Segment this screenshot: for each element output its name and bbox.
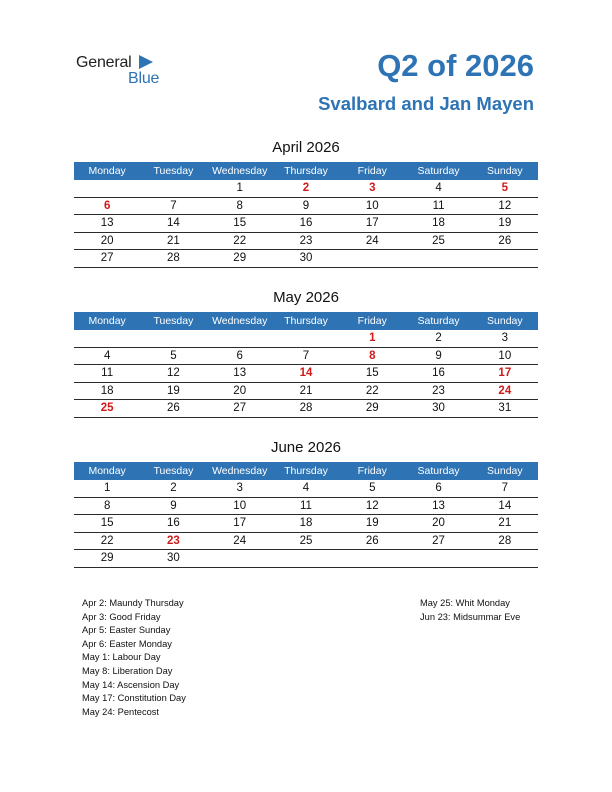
date-cell: 28 bbox=[498, 534, 512, 547]
date-cell: 10 bbox=[365, 199, 379, 212]
date-cell bbox=[140, 330, 206, 347]
calendar-grid bbox=[74, 162, 538, 268]
date-cell: 27 bbox=[100, 252, 114, 264]
month-calendar-june bbox=[74, 438, 538, 564]
weekday-header: Sunday bbox=[487, 165, 523, 177]
weekday-header: Wednesday bbox=[212, 315, 268, 327]
holiday-date-cell: 5 bbox=[501, 182, 509, 194]
date-cell: 24 bbox=[365, 234, 379, 247]
date-cell: 4 bbox=[302, 482, 310, 494]
date-cell: 22 bbox=[100, 534, 114, 547]
date-cell: 13 bbox=[100, 217, 114, 229]
weekday-header: Monday bbox=[88, 465, 126, 477]
holiday-item: Apr 6: Easter Monday bbox=[82, 638, 172, 649]
date-cell: 31 bbox=[498, 402, 512, 414]
weekday-header: Tuesday bbox=[153, 315, 194, 327]
month-calendar-april bbox=[74, 138, 538, 264]
date-cell: 4 bbox=[103, 349, 111, 362]
date-cell: 3 bbox=[236, 482, 243, 494]
holiday-date-cell: 8 bbox=[369, 349, 376, 362]
weekday-header: Friday bbox=[357, 315, 387, 327]
date-cell: 15 bbox=[100, 517, 114, 529]
month-calendar-may bbox=[74, 288, 538, 414]
weekday-header: Thursday bbox=[284, 165, 328, 177]
date-cell: 30 bbox=[432, 402, 445, 414]
date-cell: 21 bbox=[498, 517, 512, 529]
date-cell: 6 bbox=[236, 349, 243, 362]
date-cell bbox=[207, 550, 273, 567]
date-cell: 14 bbox=[498, 499, 512, 512]
week-row bbox=[74, 383, 538, 401]
date-cell bbox=[74, 330, 140, 347]
date-cell bbox=[140, 180, 206, 197]
week-row bbox=[74, 480, 538, 498]
date-cell: 23 bbox=[432, 384, 445, 397]
month-title: June 2026 bbox=[270, 439, 342, 456]
week-row bbox=[74, 250, 538, 268]
week-row bbox=[74, 233, 538, 251]
date-cell: 16 bbox=[167, 517, 180, 529]
date-cell bbox=[472, 550, 538, 567]
date-cell: 25 bbox=[299, 534, 313, 547]
weekday-header: Friday bbox=[357, 165, 387, 177]
weekday-header: Thursday bbox=[284, 465, 328, 477]
date-cell: 26 bbox=[498, 234, 512, 247]
holiday-item: May 1: Labour Day bbox=[82, 652, 161, 663]
page-subtitle: Svalbard and Jan Mayen bbox=[318, 93, 534, 114]
weekday-header-row bbox=[74, 462, 538, 480]
date-cell: 27 bbox=[233, 402, 247, 414]
date-cell bbox=[207, 330, 273, 347]
holiday-date-cell: 3 bbox=[369, 182, 376, 194]
date-cell: 17 bbox=[365, 217, 379, 229]
date-cell: 22 bbox=[233, 234, 247, 247]
date-cell: 20 bbox=[432, 517, 445, 529]
week-row bbox=[74, 198, 538, 216]
date-cell: 14 bbox=[167, 217, 180, 229]
date-cell: 1 bbox=[236, 182, 243, 194]
date-cell: 7 bbox=[302, 349, 310, 362]
weekday-header: Sunday bbox=[487, 465, 523, 477]
weekday-header: Wednesday bbox=[212, 165, 268, 177]
month-title: May 2026 bbox=[273, 289, 339, 306]
date-cell: 28 bbox=[299, 402, 313, 414]
logo-text-blue: Blue bbox=[128, 70, 160, 87]
logo-text-general: General bbox=[76, 54, 132, 71]
weekday-header: Wednesday bbox=[212, 465, 268, 477]
date-cell: 18 bbox=[432, 217, 445, 229]
date-cell: 2 bbox=[435, 332, 442, 344]
weekday-header-row bbox=[74, 312, 538, 330]
date-cell: 22 bbox=[365, 384, 379, 397]
date-cell: 5 bbox=[170, 349, 177, 362]
date-cell bbox=[472, 250, 538, 267]
date-cell: 15 bbox=[365, 367, 379, 379]
holiday-item: May 17: Constitution Day bbox=[82, 693, 186, 704]
date-cell: 19 bbox=[365, 517, 379, 529]
date-cell: 19 bbox=[167, 384, 180, 397]
holiday-item: May 24: Pentecost bbox=[82, 706, 159, 717]
weekday-header: Saturday bbox=[417, 165, 460, 177]
date-cell: 15 bbox=[233, 217, 247, 229]
date-cell bbox=[74, 180, 140, 197]
date-cell: 17 bbox=[233, 517, 247, 529]
date-cell: 18 bbox=[299, 517, 313, 529]
date-cell: 28 bbox=[167, 252, 180, 264]
week-row bbox=[74, 180, 538, 198]
flag-icon bbox=[139, 55, 153, 69]
week-row bbox=[74, 515, 538, 533]
date-cell: 1 bbox=[103, 482, 111, 494]
date-cell: 30 bbox=[167, 552, 180, 564]
date-cell: 11 bbox=[101, 367, 114, 379]
date-cell: 12 bbox=[498, 199, 512, 212]
date-cell: 9 bbox=[170, 499, 177, 512]
date-cell: 12 bbox=[167, 367, 180, 379]
date-cell: 9 bbox=[302, 199, 310, 212]
month-title: April 2026 bbox=[272, 139, 340, 156]
date-cell: 5 bbox=[369, 482, 376, 494]
date-cell bbox=[405, 550, 471, 567]
weekday-header: Monday bbox=[88, 165, 126, 177]
date-cell: 13 bbox=[233, 367, 247, 379]
calendar-grid bbox=[74, 462, 538, 568]
holiday-date-cell: 2 bbox=[302, 182, 310, 194]
holiday-date-cell: 17 bbox=[498, 367, 512, 379]
date-cell: 20 bbox=[100, 234, 114, 247]
holiday-date-cell: 24 bbox=[498, 384, 512, 397]
weekday-header: Saturday bbox=[417, 465, 460, 477]
date-cell: 18 bbox=[100, 384, 114, 397]
week-row bbox=[74, 365, 538, 383]
date-cell: 13 bbox=[432, 499, 445, 512]
date-cell bbox=[339, 550, 405, 567]
week-row bbox=[74, 498, 538, 516]
date-cell: 29 bbox=[233, 252, 247, 264]
date-cell: 11 bbox=[432, 199, 445, 212]
holiday-item: Jun 23: Midsummar Eve bbox=[420, 611, 521, 622]
date-cell: 8 bbox=[103, 499, 111, 512]
date-cell: 21 bbox=[167, 234, 180, 247]
holiday-date-cell: 14 bbox=[299, 367, 313, 379]
week-row bbox=[74, 533, 538, 551]
holiday-item: May 25: Whit Monday bbox=[420, 598, 510, 608]
date-cell: 7 bbox=[170, 199, 177, 212]
page-title: Q2 of 2026 bbox=[377, 48, 534, 83]
holiday-list-right bbox=[420, 597, 520, 624]
date-cell: 27 bbox=[432, 534, 445, 547]
date-cell: 26 bbox=[365, 534, 379, 547]
date-cell: 21 bbox=[299, 384, 313, 397]
date-cell: 29 bbox=[365, 402, 379, 414]
date-cell: 3 bbox=[501, 332, 509, 344]
date-cell bbox=[339, 250, 405, 267]
weekday-header: Saturday bbox=[417, 315, 460, 327]
week-row bbox=[74, 550, 538, 568]
weekday-header-row bbox=[74, 162, 538, 180]
date-cell: 26 bbox=[167, 402, 180, 414]
date-cell: 20 bbox=[233, 384, 247, 397]
date-cell: 10 bbox=[498, 349, 512, 362]
date-cell bbox=[273, 550, 339, 567]
holiday-date-cell: 1 bbox=[369, 332, 376, 344]
date-cell: 23 bbox=[299, 234, 313, 247]
date-cell: 25 bbox=[432, 234, 445, 247]
date-cell: 16 bbox=[299, 217, 313, 229]
brand-logo bbox=[76, 52, 176, 92]
weekday-header: Friday bbox=[357, 465, 387, 477]
date-cell: 6 bbox=[435, 482, 442, 494]
date-cell bbox=[273, 330, 339, 347]
week-row bbox=[74, 400, 538, 418]
weekday-header: Thursday bbox=[284, 315, 328, 327]
calendar-grid bbox=[74, 312, 538, 418]
date-cell bbox=[405, 250, 471, 267]
holiday-date-cell: 25 bbox=[100, 402, 114, 414]
weekday-header: Monday bbox=[88, 315, 126, 327]
date-cell: 8 bbox=[236, 199, 243, 212]
holiday-item: Apr 2: Maundy Thursday bbox=[82, 598, 184, 608]
week-row bbox=[74, 215, 538, 233]
weekday-header: Tuesday bbox=[153, 465, 194, 477]
date-cell: 24 bbox=[233, 534, 247, 547]
holiday-date-cell: 23 bbox=[167, 534, 180, 547]
week-row bbox=[74, 348, 538, 366]
date-cell: 19 bbox=[498, 217, 512, 229]
week-row bbox=[74, 330, 538, 348]
holiday-item: Apr 5: Easter Sunday bbox=[82, 625, 171, 636]
weekday-header: Sunday bbox=[487, 315, 523, 327]
weekday-header: Tuesday bbox=[153, 165, 194, 177]
date-cell: 16 bbox=[432, 367, 445, 379]
date-cell: 9 bbox=[435, 349, 442, 362]
holiday-item: May 14: Ascension Day bbox=[82, 679, 180, 690]
date-cell: 2 bbox=[170, 482, 177, 494]
date-cell: 10 bbox=[233, 499, 247, 512]
holiday-list-left bbox=[82, 597, 186, 719]
date-cell: 11 bbox=[300, 499, 312, 512]
date-cell: 7 bbox=[501, 482, 509, 494]
holiday-item: Apr 3: Good Friday bbox=[82, 611, 161, 622]
date-cell: 4 bbox=[435, 182, 442, 194]
date-cell: 29 bbox=[100, 552, 114, 564]
date-cell: 30 bbox=[299, 252, 313, 264]
holiday-item: May 8: Liberation Day bbox=[82, 665, 173, 676]
holiday-date-cell: 6 bbox=[103, 199, 111, 212]
date-cell: 12 bbox=[365, 499, 379, 512]
